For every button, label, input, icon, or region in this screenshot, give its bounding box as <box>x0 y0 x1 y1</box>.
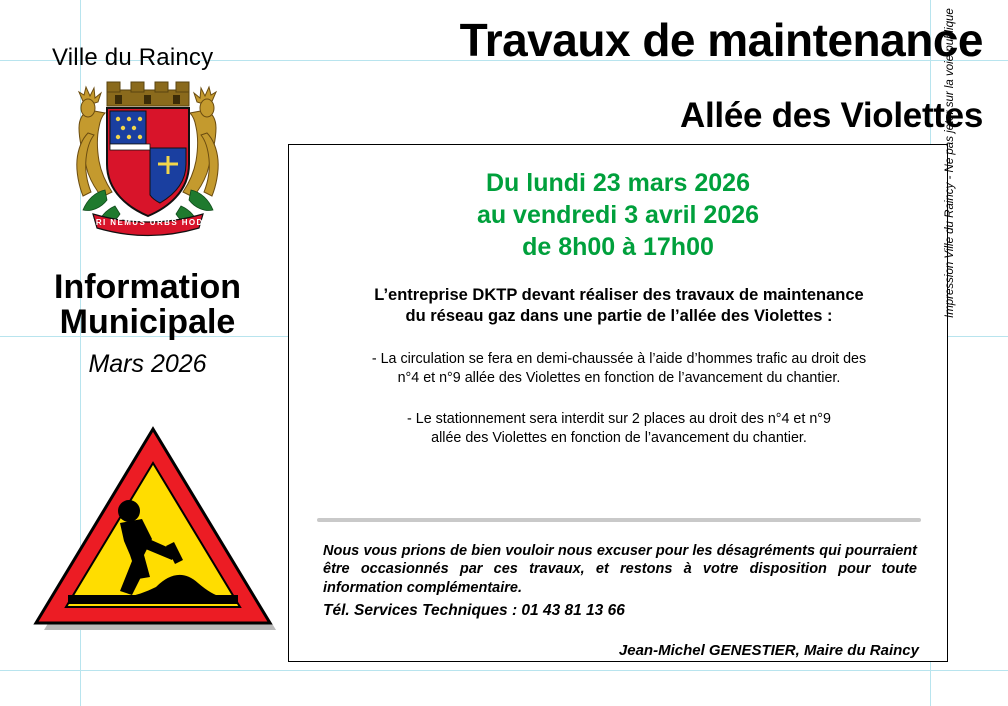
apology-text: Nous vous prions de bien vouloir nous excuser pour les désagréments qui pourraient être occasionnés par ces travaux, et restons à votre disposition pour toute information complémentaire. <box>323 543 917 596</box>
guide-line-horizontal <box>0 670 1008 671</box>
divider <box>317 518 921 522</box>
list-item <box>315 350 923 388</box>
bullet-1-line1: - La circulation se fera en demi-chaussée à l’aide d’hommes trafic au droit des <box>371 351 867 367</box>
main-title: Travaux de maintenance <box>459 14 983 66</box>
info-title-line2: Municipale <box>59 303 236 342</box>
dates-line2: au vendredi 3 avril 2026 <box>476 201 760 229</box>
page-title <box>20 270 275 340</box>
info-date: Mars 2026 <box>88 350 207 378</box>
bullet-2-line1: - Le stationnement sera interdit sur 2 places au droit des n°4 et n°9 <box>407 411 831 427</box>
main-subtitle: Allée des Violettes <box>680 96 983 135</box>
city-name: Ville du Raincy <box>52 44 214 71</box>
info-title-line1: Information <box>54 268 241 306</box>
intro-text <box>307 285 931 328</box>
intro-line2: du réseau gaz dans une partie de l’allée des Violettes : <box>405 307 833 326</box>
phone-number: Tél. Services Techniques : 01 43 81 13 66 <box>323 602 625 619</box>
dates-line3: de 8h00 à 17h00 <box>522 233 714 261</box>
list-item <box>315 410 923 448</box>
coat-of-arms <box>55 78 240 243</box>
svg-text:HERI NEMUS URBS HODIE: HERI NEMUS URBS HODIE <box>81 218 215 227</box>
mayor-signature: Jean-Michel GENESTIER, Maire du Raincy <box>618 642 919 659</box>
dates-line1: Du lundi 23 mars 2026 <box>485 169 750 197</box>
notice-box <box>288 144 948 662</box>
bullet-2-line2: allée des Violettes en fonction de l’avancement du chantier. <box>431 430 807 446</box>
bullet-1-line2: n°4 et n°9 allée des Violettes en fonction de l’avancement du chantier. <box>397 370 841 386</box>
roadworks-warning-sign-icon <box>28 415 278 640</box>
intro-line1: L’entreprise DKTP devant réaliser des travaux de maintenance <box>374 286 864 304</box>
works-dates <box>289 167 947 263</box>
print-notice: Impression Ville du Raincy - Ne pas jeter sur la voie publique <box>944 8 956 318</box>
